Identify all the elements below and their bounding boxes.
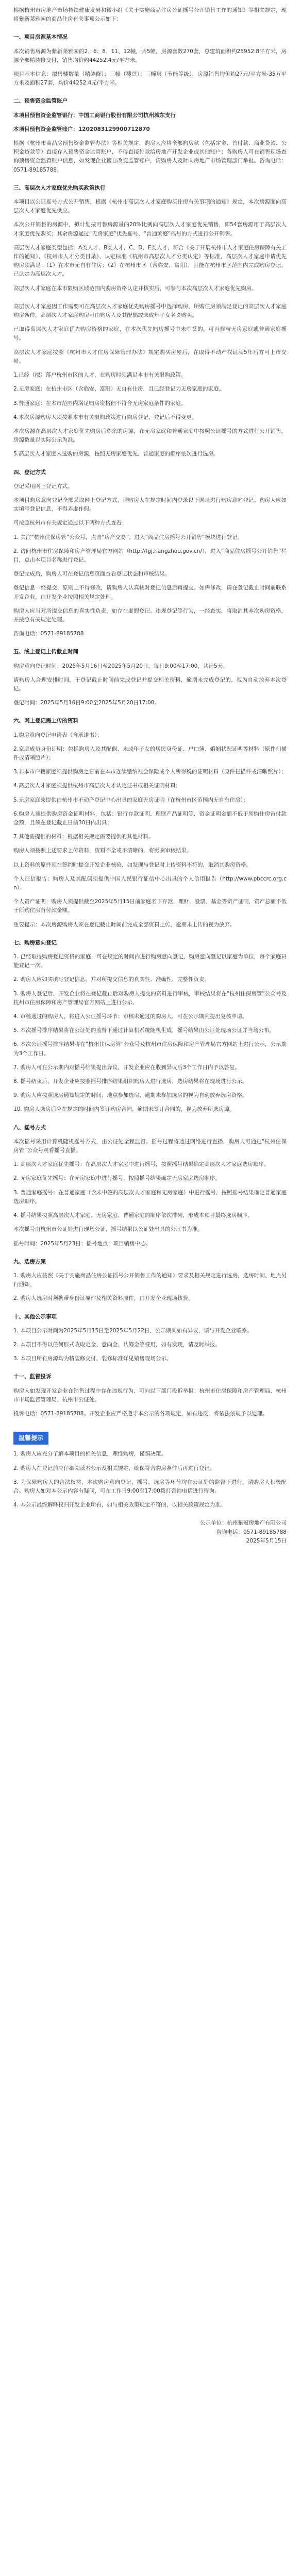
section-paragraph: 4. 本公示最终解释权归开发企业所有，如与相关政策规定不符的，以相关政策规定为准。 [13, 1502, 226, 1509]
section-paragraph: 2. 本项目不得以任何形式收取定金、意向金、认筹金等费用，如有发现，请及时举报。 [13, 1341, 221, 1348]
section-paragraph: 本次摇号采用计算机随机摇号方式，由公证处全程监督。摇号过程将通过网络进行直播，购房人可通过“杭州住保房管”公众号观看摇号直播。 [13, 1138, 287, 1154]
section-paragraph: 2. 购房人选房时须携带身份证原件及相关资料原件，由开发企业现场核验。 [13, 1295, 194, 1302]
section-paragraph: 购房意向登记时间：2025年5月16日至2025年5月20日，每日9:00至17:00，共计5天。 [13, 663, 228, 669]
section-paragraph: 已取得高层次人才家庭优先购房资格的家庭，在本次优先购房摇号中未中签的，可再参与无房家庭或普通家庭摇号。 [13, 326, 287, 342]
section-paragraph: 本项目预售资金监管银行：中国工商银行股份有限公司杭州城东支行 [13, 112, 176, 118]
section-paragraph: 本次公开销售的房源中，拟计划按可售房源量的20%比例向高层次人才家庭优先销售，即54套房源用于高层次人才家庭优先购买；其余房源通过“无房家庭”优先摇号、“普通家庭”摇号的方式进行公开销售。 [13, 222, 287, 237]
section-paragraph: 个人征信报告：购房人及其配偶须提供中国人民银行征信中心出具的个人信用报告（http://www.pbccrc.org.cn）。 [13, 875, 287, 891]
section-paragraph: 10. 购房人选房后应在规定的时间内签订购房合同，逾期未签订合同的，视为放弃所选房源。 [13, 1106, 235, 1113]
section-paragraph: 2. 购房人应如实填写登记信息，并对所提交信息的真实性、准确性、完整性负责。 [13, 976, 210, 983]
section-paragraph: 1. 关注“杭州住保房管”公众号，点击“房产交易”，进入“商品住房摇号公开销售”模块进行登记。 [13, 534, 243, 540]
section-paragraph: 6.购房人须提供购房资金证明材料，包括：银行存款证明、理财产品证明等，资金证明金额不低于所购住房首付款金额，且须在登记截止日前30日内出具； [13, 810, 287, 826]
section-paragraph: 本次摇号由杭州市公证处进行现场公证，摇号结果以公证处出具的公证书为准。 [13, 1226, 203, 1233]
section-paragraph: 2.家庭成员身份证明：包括购房人及其配偶、未成年子女的居民身份证、户口簿、婚姻状况证明等材料（原件扫描件或清晰照片）； [13, 745, 287, 761]
section-paragraph: 请购房人合理安排时间，于登记截止时间前完成登记并提交相关资料，逾期未完成登记的，视为自动放弃本次登记。 [13, 676, 287, 692]
section-paragraph: 1.已经（拟）落户杭州市区的人才，在购房时须满足本市有关限购政策。 [13, 372, 187, 379]
section-paragraph: 本次房源在高层次人才家庭优先购房后剩余的房源，在无房家庭和普通家庭中按照公证摇号的方式进行公开销售，房源数量以实际公示为准。 [13, 428, 287, 444]
intro-paragraph: 根据杭州市房地产市场持续健康发展和微小组《关于实施商品住房公证摇号公开销售工作的通知》等相关规定，现将紫新莱雅园的商品住房有关事项公示如下： [13, 7, 287, 23]
spacer [13, 1445, 287, 1450]
section-paragraph: 1. 购房人应充分了解本项目的相关信息，理性购房，谨慎决策。 [13, 1451, 166, 1458]
section-paragraph: 项目基本信息：拟售楼数量（精装修）；三幢（楼盘）；三幢层（节能等级），房源销售均价约27元/平方米-35万平方米及面积27套，均价44252.4元/平方米。 [13, 71, 287, 87]
section-paragraph: 1. 购房人应按照《关于实施商品住房公证摇号公开销售工作的通知》要求及相关规定进行选房，选房时间、地点另行通知。 [13, 1272, 287, 1288]
section-paragraph: 可按照杭州市有关规定通过以下两种方式查看： [13, 520, 127, 527]
section-paragraph: 3. 本项目所有房源均为精装修交付，装修标准详见销售现场公示。 [13, 1355, 172, 1362]
section-10 [13, 1313, 287, 1364]
section-paragraph: 3.非本市户籍家庭须提供购房之日前在本市连续缴纳社会保险或个人所得税的证明材料（原件扫描件或清晰照片）； [13, 769, 287, 775]
section-paragraph: 高层次人才家庭因工作需要可在高层次人才家庭优先购房摇号中选择购房，所购住房须满足登记的高层次人才家庭购房条件，高层次人才家庭购房可由购房人及其配偶或未成年子女名义购买。 [13, 303, 287, 319]
section-paragraph: 高层次人才家庭在本市限购区域范围内购房资格认定并核实后，可参与本次高层次人才家庭优先购房。 [13, 285, 257, 292]
section-paragraph: 本项目预售资金监管账户：1202083129900712870 [13, 126, 150, 132]
section-4 [13, 468, 287, 639]
section-paragraph: 4. 摇号结果按照高层次人才家庭、无房家庭、普通家庭的顺序依次排列，形成本项目最终选房顺序。 [13, 1212, 253, 1219]
signature-company: 公示单位：杭州紫冠房地产有限公司 [200, 1520, 287, 1527]
section-paragraph: 咨询电话：0571-89185788 [13, 631, 84, 637]
section-paragraph: 登记时间：2025年5月16日9:00至2025年5月20日17:00。 [13, 700, 160, 706]
section-paragraph: 高层次人才家庭按照《杭州市人才住房保障管理办法》规定购买房屋后，在取得不动产权证满5年后方可上市交易。 [13, 349, 287, 364]
section-11 [13, 1372, 287, 1418]
section-paragraph: 3. 普通家庭摇号：在普通家庭（含未中签的高层次人才家庭和无房家庭）中进行摇号，按照摇号结果确定普通家庭选房顺序。 [13, 1189, 287, 1205]
section-paragraph: 以上资料的原件须在签约时提交开发企业核验，如发现与登记时上传资料不符的，取消其购房资格。 [13, 861, 252, 868]
section-paragraph: 9. 购房人应按照选房通知规定的时间、地点参加选房，逾期未参加选房的视为自动放弃选房资格。 [13, 1092, 248, 1099]
section-paragraph: 摇号时间：2025年5月23日；摇号地点：项目销售中心。 [13, 1240, 152, 1247]
section-title: 八、摇号方式 [13, 1124, 46, 1131]
signature-block [13, 1519, 287, 1546]
section-paragraph: 3.普通家庭：在本市范围内满足购房资格但不符合无房家庭条件的家庭。 [13, 400, 187, 406]
section-5 [13, 648, 287, 707]
section-paragraph: 4.本次房源购房人须按照本市有关限购政策进行购房登记，登记后不得变更。 [13, 414, 197, 420]
section-paragraph: 5.无房家庭须提供由杭州市不动产登记中心出具的家庭无房证明（在杭州市区范围内无自有住房）； [13, 796, 249, 803]
section-paragraph: 4. 审核通过的购房人，将进入公证摇号环节；审核未通过的购房人，可在公示期内提出复核申请。 [13, 1013, 248, 1020]
section-paragraph: 根据《杭州市商品房预售资金监管办法》等相关规定，购房人应将全部购房款（包括定金、首付款、商业贷款、公积金贷款等）直接存入预售资金监管账户，不得直接付款给房地产开发企业或其他账户；各购房人可在销售现场查询预售资金监管账户信息，如发现企业擅自改变监管账户，请购房人及时向房地产市场管理部门举报。咨询电话：0571-89185788。 [13, 140, 287, 173]
section-paragraph: 1. 高层次人才家庭优先摇号：在高层次人才家庭中进行摇号，按照摇号结果确定高层次人才家庭选房顺序。 [13, 1161, 270, 1168]
section-paragraph: 5.高层次人才家庭未选购的房源，按照无房家庭优先、普通家庭的顺序依次进行选房。 [13, 451, 219, 457]
section-paragraph: 3. 为保障购房人的合法权益，本次购房意向登记、摇号、选房等环节均在公证处的监督下进行，请购房人积极配合。购房人如对本公示内容有疑问，可在工作日9:00至17:00拨打咨询电话进行咨询。 [13, 1479, 287, 1494]
section-paragraph: 个人资产证明：购房人须提供截至2025年5月15日前家庭名下存款、理财、股票、基金等资产证明，资产总额不低于所购住房首付款金额。 [13, 899, 287, 914]
section-0 [13, 33, 287, 88]
section-title: 七、购房意向登记 [13, 939, 57, 946]
section-1 [13, 97, 287, 174]
section-paragraph: 购房人须按照上述要求上传资料，资料不全或不清晰的，将影响审核结果。 [13, 848, 192, 854]
section-paragraph: 重要提示：本次房源购房人须在登记截止时间前完成全部资料上传，逾期未上传的视为放弃。 [13, 921, 236, 928]
section-paragraph: 本次销售房源为紫新莱雅园的2、6、8、11、12幢，共5幢，房源套数270套，总建筑面积约25952.8平方米，房源全部精装修交付，销售均价约44252.4元/平方米。 [13, 48, 287, 63]
section-title: 四、登记方式 [13, 469, 46, 476]
section-paragraph: 8. 摇号结束后，开发企业应按照摇号排序结果组织购房人进行选房，选房结果将在现场进行公示。 [13, 1078, 248, 1085]
section-title: 六、网上登记需上传的资料 [13, 718, 78, 724]
section-paragraph: 7. 购房人可在公示期内对摇号结果提出异议，开发企业应在收到异议后3个工作日内予以答复。 [13, 1064, 241, 1071]
tips-section [13, 1432, 287, 1510]
tips-label: 温馨提示 [13, 1432, 48, 1445]
section-paragraph: 2.无房家庭：在杭州市区（含临安、富阳）无自有住房，且已经登记为无房家庭的家庭。 [13, 386, 225, 393]
section-paragraph: 3. 购房人登记后，开发企业将在登记截止后对购房人提交的资料进行审核，审核结果将在“杭州住保房管”公众号及杭州市住房保障和房产管理局官方网站上进行公示。 [13, 990, 287, 1006]
section-9 [13, 1258, 287, 1303]
section-paragraph: 5. 本次摇号排序结果将在公证处的监督下通过计算机系统随机生成，摇号结果由公证处现场公证并当场公布。 [13, 1027, 275, 1034]
section-paragraph: 登记信息一经提交，原则上不得修改，请购房人认真核对登记信息后再提交。如需修改，请在登记截止时间前联系开发企业，由开发企业按照相关规定处理。 [13, 585, 287, 600]
section-paragraph: 投诉电话：0571-89185788。开发企业应严格遵守本公示的各项规定，如有违反，将依法依规予以处理。 [13, 1410, 268, 1417]
signature-phone: 咨询电话：0571-89185788 [216, 1529, 287, 1535]
section-title: 十一、监督投诉 [13, 1374, 52, 1380]
section-paragraph: 6. 本次公证摇号排序结果将在“杭州住保房管”公众号及杭州市住房保障和房产管理局官方网站上进行公示，公示期为3个工作日。 [13, 1041, 287, 1057]
signature-date: 2025年5月15日 [246, 1537, 287, 1544]
sections-container [13, 33, 287, 1510]
section-paragraph: 登记采用网上登记方式。 [13, 483, 73, 489]
section-2 [13, 184, 287, 293]
section-title: 九、选房方案 [13, 1258, 46, 1265]
section-title: 一、项目房源基本情况 [13, 34, 68, 41]
section-title: 十、其他公示事项 [13, 1313, 57, 1320]
section-paragraph: 1. 已经取得购房登记资格的家庭，可在规定的时间内进行购房意向登记，购房意向登记以家庭为单位，每个家庭只能登记一次。 [13, 954, 287, 969]
section-paragraph: 登记完成后，购房人可在登记信息页面查看登记状态和审核结果。 [13, 571, 171, 578]
section-3 [13, 302, 287, 459]
section-paragraph: 2. 无房家庭优先摇号：在无房家庭中进行摇号，按照摇号结果确定无房家庭选房顺序。 [13, 1175, 221, 1182]
section-paragraph: 购房人如发现开发企业在销售过程中存在违规行为，可向以下部门投诉举报：杭州市住房保障和房产管理局、杭州市市场监督管理局、杭州市公证处。 [13, 1387, 287, 1403]
section-paragraph: 7.其他需提供的材料：根据相关规定需要提供的其他材料。 [13, 834, 154, 840]
section-6 [13, 717, 287, 929]
section-7 [13, 939, 287, 1114]
section-title: 三、高层次人才家庭优先购买政策执行 [13, 184, 106, 191]
section-paragraph: 1. 本项目公示时间为2025年5月15日至2025年5月22日，公示期间如有异议，请与开发企业联系。 [13, 1327, 253, 1334]
section-paragraph: 购房人应当对所提交信息的真实性负责，如存在虚假登记、违规登记等行为，一经查实，将取消其本次购房资格，并按照有关规定处理。 [13, 607, 287, 623]
section-title: 五、线上登记上传截止时间 [13, 649, 78, 655]
section-paragraph: 1.购房意向登记申请表（含承诺书）； [13, 732, 103, 738]
section-title: 二、预售资金监管账户 [13, 98, 68, 105]
section-8 [13, 1124, 287, 1248]
section-paragraph: 本项目以公证摇号方式公开销售，根据《杭州市高层次人才家庭购买住房有关事项的通知》规定，本次房源面向高层次人才家庭优先供应。 [13, 199, 287, 214]
section-paragraph: 高层次人才家庭类型包括：A类人才、B类人才，C、D、E类人才，符合《关于开展杭州市人才家庭住房保障有关工作的通知》、《杭州市人才分类目录》、认定标准《杭州市高层次人才分类认定》等标准，高层次人才家庭申请优先购房须满足：（1）在本市无自有住房；（2）在杭州市区（含临安、富阳），且能在杭州市区范围内完成购房登记，已认定为高层次人才。 [13, 244, 287, 278]
section-paragraph: 2. 访问杭州市住房保障和房产管理局官方网站（http://fgj.hangzhou.gov.cn/），进入“商品住房摇号公开销售”栏目，点击本项目名称进行登记。 [13, 548, 287, 563]
section-paragraph: 4.高层次人才家庭须提供杭州市高层次人才认定证书或相关证明材料； [13, 783, 181, 789]
section-paragraph: 2. 购房人在登记前应仔细阅读本公示及相关规定，确保符合购房条件后再进行登记。 [13, 1465, 215, 1471]
section-paragraph: 本项目购房意向登记全部采取网上登记方式，请购房人在规定时间内登录以下网址进行购房意向登记。购房人应如实填写登记信息，不得弄虚作假。 [13, 497, 287, 513]
